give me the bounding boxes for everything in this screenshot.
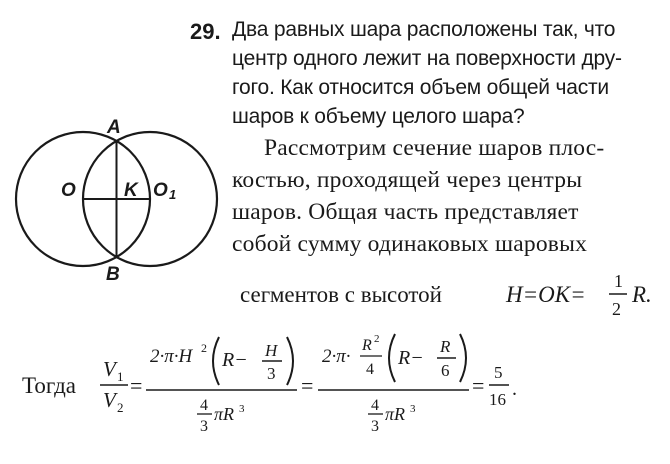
- f1-den-exp: 3: [239, 403, 245, 415]
- f2-num-prefix: 2·π·: [322, 346, 351, 367]
- label-b: B: [106, 264, 120, 285]
- segment-text: сегментов с высотой: [240, 282, 442, 307]
- f2-paren-num: R: [440, 337, 451, 356]
- f2-num-frac-num-exp: 2: [374, 333, 380, 345]
- f1-left-paren: [213, 337, 219, 385]
- f2-den-exp: 3: [410, 403, 416, 415]
- f1-paren-den: 3: [267, 364, 276, 383]
- v2-symbol: V: [103, 388, 116, 412]
- problem-number: 29.: [190, 19, 221, 44]
- label-o1: O: [153, 180, 168, 201]
- v1-symbol: V: [103, 357, 116, 381]
- equals-3: =: [472, 373, 485, 398]
- statement-line-1: Два равных шара расположены так, что: [232, 18, 616, 41]
- v2-sub: 2: [117, 400, 124, 415]
- label-a: A: [107, 117, 121, 138]
- statement-line-2: центр одного лежит на поверхности дру-: [232, 47, 622, 70]
- statement-line-3: гого. Как относится объем общей части: [232, 76, 609, 99]
- f2-den-den: 3: [371, 418, 379, 435]
- label-o: O: [61, 180, 76, 201]
- solution-line-3: шаров. Общая часть представляет: [232, 199, 579, 225]
- equals-2: =: [301, 373, 314, 398]
- f2-num-frac-num: R: [362, 337, 372, 354]
- f2-paren-den: 6: [441, 361, 450, 380]
- f2-num-frac-den: 4: [366, 361, 374, 378]
- formula-word: Тогда: [22, 373, 77, 398]
- result-den: 16: [489, 390, 506, 409]
- f2-den-num: 4: [371, 397, 379, 414]
- height-formula-lhs: H=OK=: [506, 282, 586, 307]
- solution-line-1: Рассмотрим сечение шаров плос-: [264, 135, 605, 161]
- solution-line-2: костью, проходящей через центры: [232, 167, 583, 193]
- equals-1: =: [130, 373, 143, 398]
- f1-num-prefix: 2·π·H: [150, 346, 193, 367]
- f2-paren-r: R−: [398, 347, 424, 369]
- height-frac-den: 2: [612, 299, 621, 319]
- v1-sub: 1: [117, 369, 124, 384]
- f2-right-paren: [460, 334, 466, 382]
- result-end: .: [512, 378, 517, 400]
- label-k: K: [124, 180, 138, 201]
- label-o1-sub: 1: [169, 187, 177, 202]
- result-num: 5: [494, 363, 503, 382]
- f1-paren-r: R−: [222, 349, 248, 371]
- f1-den-rest: πR: [214, 404, 235, 424]
- f1-num-exp: 2: [201, 341, 207, 355]
- height-frac-num: 1: [614, 271, 623, 291]
- height-formula-rhs: R.: [632, 282, 652, 307]
- f2-left-paren: [389, 334, 395, 382]
- f1-den-den: 3: [200, 418, 208, 435]
- statement-line-4: шаров к объему целого шара?: [232, 105, 525, 128]
- solution-line-4: собой сумму одинаковых шаровых: [232, 231, 588, 257]
- f1-right-paren: [287, 337, 293, 385]
- f1-den-num: 4: [200, 397, 208, 414]
- f2-den-rest: πR: [385, 404, 406, 424]
- f1-paren-num: H: [265, 341, 278, 360]
